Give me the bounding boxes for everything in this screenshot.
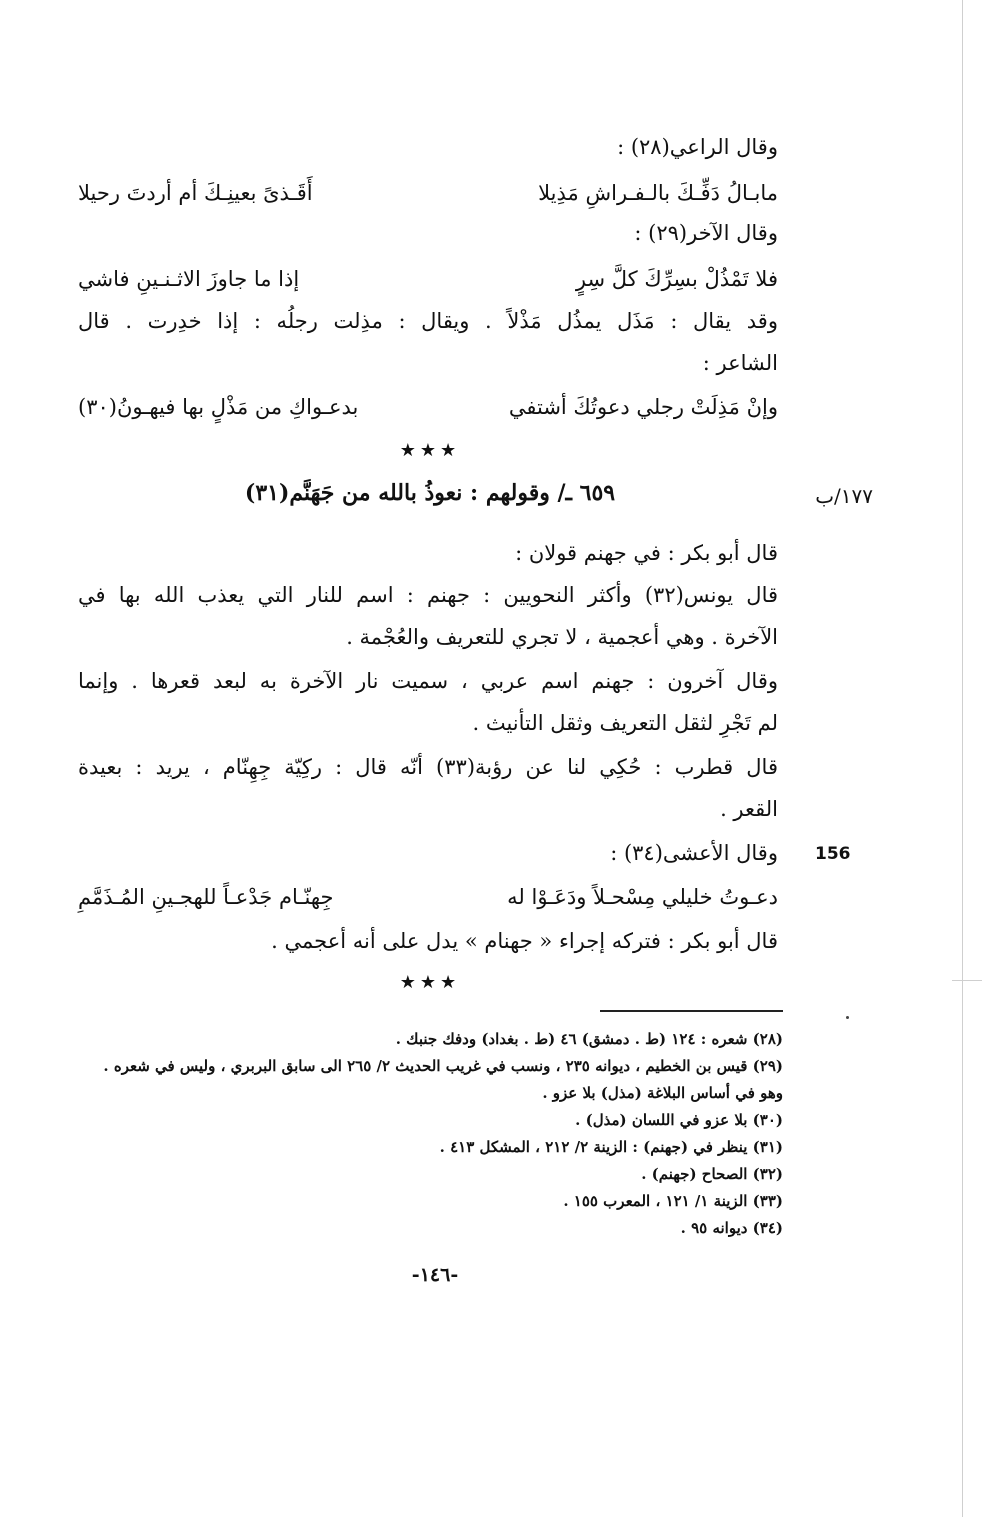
margin-page-number: 156 — [815, 844, 851, 864]
folio-reference: ١٧٧/ب — [815, 484, 873, 508]
footnote: (٣٠) بلا عزو في اللسان (مذل) . — [575, 1111, 783, 1129]
verse-first-hemistich: فلا تَمْذُلْ بسِرِّكَ كلَّ سِرٍ — [575, 267, 778, 291]
text-line-madhal: وقد يقال : مَذَل يمذُل مَذْلاً . ويقال : مذِلت رجلُه : إذا خدِرت . قال — [78, 309, 778, 333]
footnote: (٣١) ينظر في (جهنم) : الزينة ٢/ ٢١٢ ، المشكل ٤١٣ . — [439, 1138, 783, 1156]
section-heading: ٦٥٩ ـ/ وقولهم : نعوذُ بالله من جَهَنَّم(٣١) — [244, 480, 616, 506]
text-line: لم تَجْرِ لثقل التعريف وثقل التأنيث . — [472, 711, 778, 735]
verse-second-hemistich: أَقَـذىً بعينِـكَ أم أردتَ رحيلا — [78, 181, 313, 205]
scan-edge-line — [962, 0, 963, 1517]
footnote: (٣٣) الزينة ١/ ١٢١ ، المعرب ١٥٥ . — [563, 1192, 783, 1210]
text-line: قال أبو بكر : في جهنم قولان : — [515, 541, 778, 565]
footnote: (٢٨) شعره : ١٢٤ (ط . دمشق) ٤٦ (ط . بغداد) ودفك جنبك . — [395, 1030, 783, 1048]
footnote: وهو في أساس البلاغة (مذل) بلا عزو . — [542, 1084, 783, 1102]
footnote: (٣٢) الصحاح (جهنم) . — [641, 1165, 783, 1183]
text-line-raai: وقال الراعي(٢٨) : — [617, 135, 778, 159]
footnote: (٣٤) ديوانه ٩٥ . — [680, 1219, 783, 1237]
page-number: -١٤٦- — [411, 1264, 459, 1286]
verse-second-hemistich: إذا ما جاوزَ الاثـنـينِ فاشي — [78, 267, 300, 291]
text-line-aasha: وقال الأعشى(٣٤) : — [610, 841, 778, 865]
verse-first-hemistich: مابـالُ دَفِّـكَ بالـفـراشِ مَذِيلا — [538, 181, 778, 205]
text-line-shaer: الشاعر : — [702, 351, 778, 375]
verse-second-hemistich: جِهنّـام جَدْعـاً للهجـينِ المُـذَمَّمِ — [78, 885, 334, 909]
verse-akhar — [78, 262, 778, 296]
footnote-rule — [600, 1010, 783, 1012]
text-line: قال أبو بكر : فتركه إجراء « جهنام » يدل على أنه أعجمي . — [271, 929, 778, 953]
verse-aasha — [78, 880, 778, 914]
verse-first-hemistich: وإنْ مَذِلَتْ رجلي دعوتُكَ أشتفي — [508, 395, 778, 419]
text-line: القعر . — [720, 797, 778, 821]
margin-dot — [846, 1016, 849, 1019]
text-line: قال يونس(٣٢) وأكثر النحويين : جهنم : اسم للنار التي يعذب الله بها في — [78, 583, 779, 607]
section-separator-stars: ★★★ — [399, 972, 461, 993]
verse-raai — [78, 176, 778, 210]
text-line: وقال آخرون : جهنم اسم عربي ، سميت نار الآخرة به لبعد قعرها . وإنما — [78, 669, 778, 693]
text-line: الآخرة . وهي أعجمية ، لا تجري للتعريف والعُجْمة . — [346, 625, 778, 649]
verse-shaer — [78, 390, 778, 424]
text-line-akhar: وقال الآخر(٢٩) : — [634, 221, 778, 245]
verse-second-hemistich: بدعـواكِ من مَذْلٍ بها فيهـونُ(٣٠) — [78, 395, 359, 419]
scan-edge-tick — [952, 980, 982, 981]
section-separator-stars: ★★★ — [399, 440, 461, 461]
footnote: (٢٩) قيس بن الخطيم ، ديوانه ٢٣٥ ، ونسب في غريب الحديث ٢/ ٢٦٥ الى سابق البربري ، وليس في شعره . — [103, 1057, 783, 1075]
verse-first-hemistich: دعـوتُ خليلي مِسْحـلاً ودَعَـوْا له — [507, 885, 778, 909]
text-line: قال قطرب : حُكِي لنا عن رؤبة(٣٣) أنّه قال : ركِيّة جِهِنّام ، يريد : بعيدة — [78, 755, 778, 779]
